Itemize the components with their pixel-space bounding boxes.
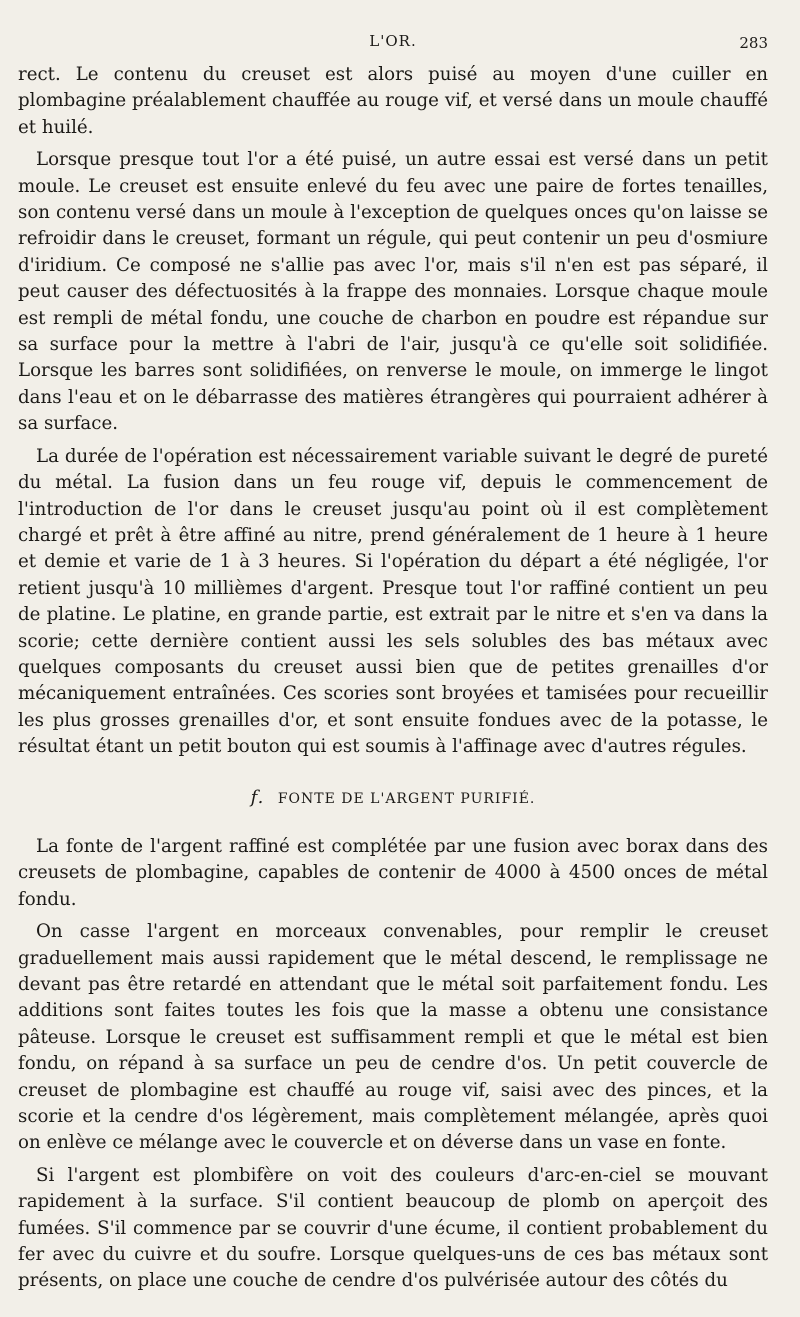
running-title: L'OR. — [369, 32, 417, 50]
section-title: FONTE DE L'ARGENT PURIFIÉ. — [277, 790, 536, 807]
paragraph: Lorsque presque tout l'or a été puisé, un autre essai est versé dans un petit moule. Le creuset est ensuite enlevé du feu avec une paire de fortes tenailles, son contenu versé dans un moule à l'exception de quelques onces qu'on laisse se refroidir dans le creuset, formant un régule, qui peut contenir un peu d'osmiure d'iridium. Ce composé ne s'allie pas avec l'or, mais s'il n'en est pas séparé, il peut causer des défectuosités à la frappe des monnaies. Lorsque chaque moule est rempli de métal fondu, une couche de charbon en poudre est répandue sur sa surface pour la mettre à l'abri de l'air, jusqu'à ce qu'elle soit solidifiée. Lorsque les barres sont solidifiées, on renverse le moule, on immerge le lingot dans l'eau et on le débarrasse des matières étrangères qui pourraient adhérer à sa surface. — [18, 149, 768, 435]
paragraph: La durée de l'opération est nécessairement variable suivant le degré de pureté du métal. La fusion dans un feu rouge vif, depuis le commencement de l'introduction de l'or dans le creuset jusqu'au point où il est complètement chargé et prêt à être affiné au nitre, prend généralement de 1 heure à 1 heure et demie et varie de 1 à 3 heures. Si l'opération du départ a été négligée, l'or retient jusqu'à 10 millièmes d'argent. Presque tout l'or raffiné contient un peu de platine. Le platine, en grande partie, est extrait par le nitre et s'en va dans la scorie; cette dernière contient aussi les sels solubles des bas métaux avec quelques composants du creuset aussi bien que de petites grenailles d'or mécaniquement entraînées. Ces scories sont broyées et tamisées pour recueillir les plus grosses grenailles d'or, et sont ensuite fondues avec de la potasse, le résultat étant un petit bouton qui est soumis à l'affinage avec d'autres régules. — [18, 445, 768, 758]
running-head — [18, 32, 768, 62]
body-text — [18, 62, 768, 1295]
section-heading — [18, 785, 768, 812]
page-number: 283 — [739, 34, 768, 52]
paragraph: Si l'argent est plombifère on voit des couleurs d'arc-en-ciel se mouvant rapidement à la surface. S'il contient beaucoup de plomb on aperçoit des fumées. S'il commence par se couvrir d'une écume, il contient probablement du fer avec du cuivre et du soufre. Lorsque quelques-uns de ces bas métaux sont présents, on place une couche de cendre d'os pulvérisée autour des côtés du — [18, 1164, 768, 1292]
paragraph-continuation: rect. Le contenu du creuset est alors puisé au moyen d'une cuiller en plombagine préalablement chauffée au rouge vif, et versé dans un moule chauffé et huilé. — [18, 64, 768, 138]
section-letter: f. — [250, 786, 265, 808]
paragraph: On casse l'argent en morceaux convenables, pour remplir le creuset graduellement mais aussi rapidement que le métal descend, le remplissage ne devant pas être retardé en attendant que le métal soit parfaitement fondu. Les additions sont faites toutes les fois que la masse a obtenu une consistance pâteuse. Lorsque le creuset est suffisamment rempli et que le métal est bien fondu, on répand à sa surface un peu de cendre d'os. Un petit couvercle de creuset de plombagine est chauffé au rouge vif, saisi avec des pinces, et la scorie et la cendre d'os légèrement, mais complètement mélangée, après quoi on enlève ce mélange avec le couvercle et on déverse dans un vase en fonte. — [18, 921, 768, 1154]
paragraph: La fonte de l'argent raffiné est complétée par une fusion avec borax dans des creusets de plombagine, capables de contenir de 4000 à 4500 onces de métal fondu. — [18, 835, 768, 910]
